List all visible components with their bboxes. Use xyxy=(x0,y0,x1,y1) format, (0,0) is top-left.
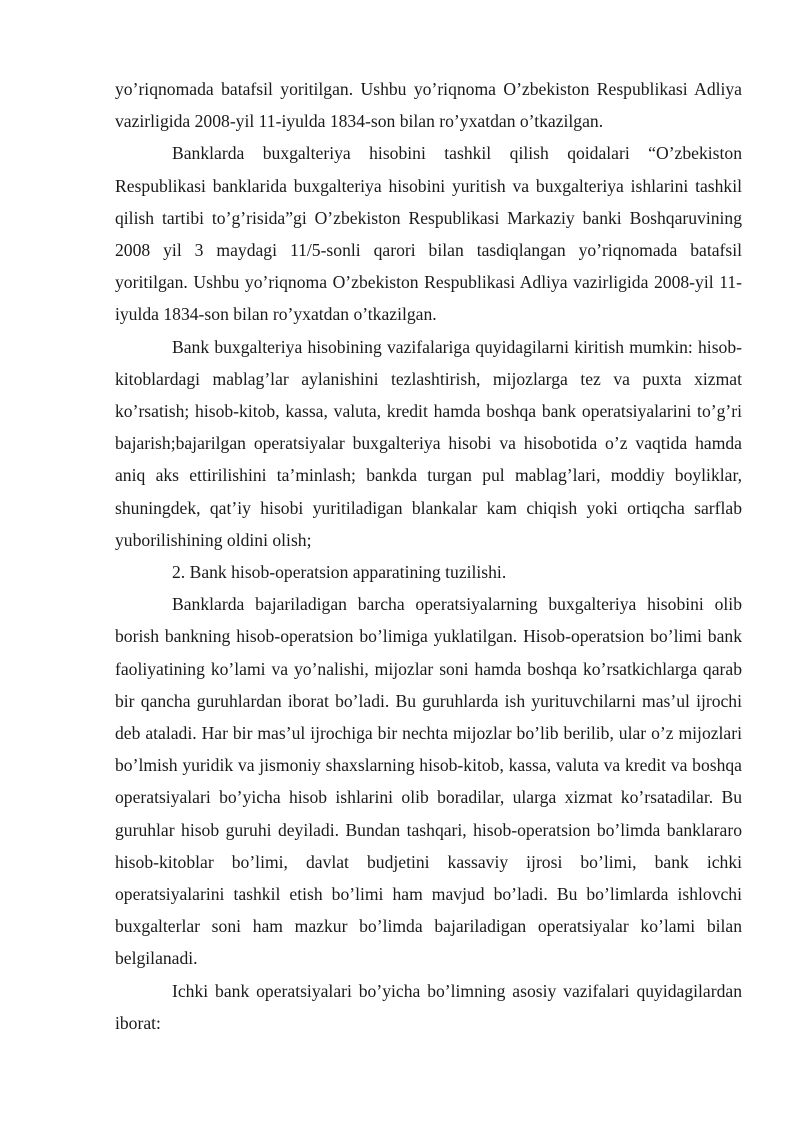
paragraph-operational-department: Banklarda bajariladigan barcha operatsiyalarning buxgalteriya hisobini olib borish bankning hisob-operatsion bo’limiga yuklatilgan. Hisob-operatsion bo’limi bank faoliyatining ko’lami va yo’nalishi, mijozlar soni hamda boshqa ko’rsatkichlarga qarab bir qancha guruhlardan iborat bo’ladi. Bu guruhlarda ish yurituvchilarni mas’ul ijrochi deb ataladi. Har bir mas’ul ijrochiga bir nechta mijozlar bo’lib berilib, ular o’z mijozlari bo’lmish yuridik va jismoniy shaxslarning hisob-kitob, kassa, valuta va kredit va boshqa operatsiyalari bo’yicha hisob ishlarini olib boradilar, ularga xizmat ko’rsatadilar. Bu guruhlar hisob guruhi deyiladi. Bundan tashqari, hisob-operatsion bo’limda banklararo hisob-kitoblar bo’limi, davlat budjetini kassaviy ijrosi bo’limi, bank ichki operatsiyalarini tashkil etish bo’limi ham mavjud bo’ladi. Bu bo’limlarda ishlovchi buxgalterlar soni ham mazkur bo’limda bajariladigan operatsiyalar ko’lami bilan belgilanadi. xyxy=(115,594,742,969)
paragraph-accounting-tasks: Bank buxgalteriya hisobining vazifalariga quyidagilarni kiritish mumkin: hisob-kitoblardagi mablag’lar aylanishini tezlashtirish, mijozlarga tez va puxta xizmat ko’rsatish; hisob-kitob, kassa, valuta, kredit hamda boshqa bank operatsiyalarini to’g’ri bajarish;bajarilgan operatsiyalar buxgalteriya hisobi va hisobotida o’z vaqtida hamda aniq aks ettirilishini ta’minlash; bankda turgan pul mablag’lari, moddiy boyliklar, shuningdek, qat’iy hisobi yuritiladigan blankalar kam chiqish yoki ortiqcha sarflab yuborilishining oldini olish; xyxy=(115,336,742,550)
document-page xyxy=(115,73,742,1039)
paragraph-accounting-rules: Banklarda buxgalteriya hisobini tashkil qilish qoidalari “O’zbekiston Respublikasi banklarida buxgalteriya hisobini yuritish va buxgalteriya ishlarini tashkil qilish tartibi to’g’risida”gi O’zbekiston Respublikasi Markaziy banki Boshqaruvining 2008 yil 3 maydagi 11/5-sonli qarori bilan tasdiqlangan yo’riqnomada batafsil yoritilgan. Ushbu yo’riqnoma O’zbekiston Respublikasi Adliya vazirligida 2008-yil 11-iyulda 1834-son bilan ro’yxatdan o’tkazilgan. xyxy=(115,143,742,325)
paragraph-internal-operations: Ichki bank operatsiyalari bo’yicha bo’limning asosiy vazifalari quyidagilardan iborat: xyxy=(115,980,742,1033)
paragraph-continuation: yo’riqnomada batafsil yoritilgan. Ushbu yo’riqnoma O’zbekiston Respublikasi Adliya vazirligida 2008-yil 11-iyulda 1834-son bilan ro’yxatdan o’tkazilgan. xyxy=(115,79,742,132)
section-heading-structure: 2. Bank hisob-operatsion apparatining tuzilishi. xyxy=(172,562,507,583)
